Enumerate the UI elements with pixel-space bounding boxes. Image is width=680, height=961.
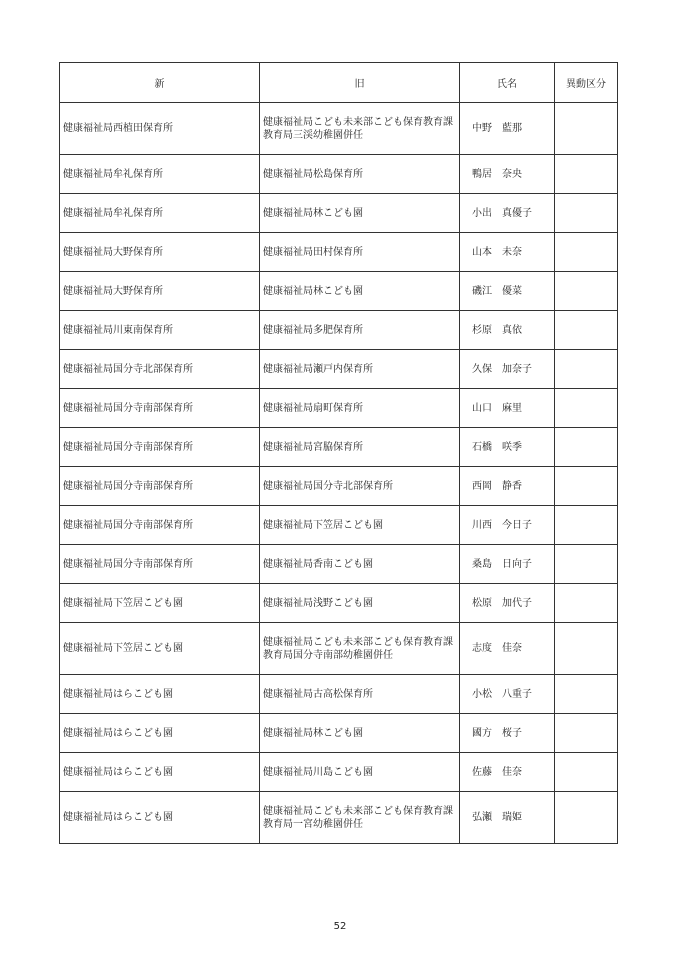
cell-new: 健康福祉局国分寺南部保育所 [60, 545, 260, 584]
table-row [60, 311, 618, 350]
cell-name: 川西 今日子 [460, 506, 555, 545]
cell-category [555, 350, 618, 389]
cell-new: 健康福祉局下笠居こども園 [60, 623, 260, 675]
cell-name: 山口 麻里 [460, 389, 555, 428]
table-row [60, 675, 618, 714]
table-row [60, 753, 618, 792]
cell-new: 健康福祉局大野保育所 [60, 272, 260, 311]
cell-name: 小松 八重子 [460, 675, 555, 714]
cell-name: 鴨居 奈央 [460, 155, 555, 194]
cell-category [555, 103, 618, 155]
page-number: 52 [333, 921, 347, 932]
header-new: 新 [60, 63, 260, 103]
cell-old: 健康福祉局瀬戸内保育所 [260, 350, 460, 389]
cell-category [555, 675, 618, 714]
cell-name: 佐藤 佳奈 [460, 753, 555, 792]
cell-name: 山本 未奈 [460, 233, 555, 272]
cell-new: 健康福祉局大野保育所 [60, 233, 260, 272]
cell-old: 健康福祉局林こども園 [260, 272, 460, 311]
cell-new: 健康福祉局はらこども園 [60, 714, 260, 753]
table-row [60, 792, 618, 844]
header-old: 旧 [260, 63, 460, 103]
cell-old: 健康福祉局下笠居こども園 [260, 506, 460, 545]
table-row [60, 194, 618, 233]
cell-new: 健康福祉局国分寺北部保育所 [60, 350, 260, 389]
cell-old: 健康福祉局林こども園 [260, 194, 460, 233]
cell-name: 久保 加奈子 [460, 350, 555, 389]
cell-new: 健康福祉局はらこども園 [60, 792, 260, 844]
cell-old: 健康福祉局こども未来部こども保育教育課 教育局三渓幼稚園併任 [260, 103, 460, 155]
cell-name: 磯江 優菜 [460, 272, 555, 311]
cell-name: 松原 加代子 [460, 584, 555, 623]
cell-new: 健康福祉局国分寺南部保育所 [60, 506, 260, 545]
cell-new: 健康福祉局はらこども園 [60, 753, 260, 792]
cell-category [555, 155, 618, 194]
cell-name: 弘瀬 瑞姫 [460, 792, 555, 844]
cell-category [555, 272, 618, 311]
cell-old: 健康福祉局浅野こども園 [260, 584, 460, 623]
cell-new: 健康福祉局下笠居こども園 [60, 584, 260, 623]
table-row [60, 714, 618, 753]
cell-new: 健康福祉局西植田保育所 [60, 103, 260, 155]
table-body [60, 103, 618, 844]
table-row [60, 428, 618, 467]
cell-old: 健康福祉局松島保育所 [260, 155, 460, 194]
cell-category [555, 792, 618, 844]
cell-name: 中野 藍那 [460, 103, 555, 155]
cell-old: 健康福祉局こども未来部こども保育教育課 教育局国分寺南部幼稚園併任 [260, 623, 460, 675]
cell-name: 小出 真優子 [460, 194, 555, 233]
cell-old: 健康福祉局林こども園 [260, 714, 460, 753]
cell-category [555, 753, 618, 792]
table-row [60, 467, 618, 506]
table-row [60, 350, 618, 389]
cell-category [555, 623, 618, 675]
table-row [60, 155, 618, 194]
cell-name: 志度 佳奈 [460, 623, 555, 675]
cell-category [555, 506, 618, 545]
cell-new: 健康福祉局川東南保育所 [60, 311, 260, 350]
cell-name: 西岡 静香 [460, 467, 555, 506]
cell-old: 健康福祉局宮脇保育所 [260, 428, 460, 467]
personnel-transfer-table [59, 62, 618, 844]
cell-old: 健康福祉局扇町保育所 [260, 389, 460, 428]
cell-category [555, 194, 618, 233]
cell-old: 健康福祉局香南こども園 [260, 545, 460, 584]
cell-old: 健康福祉局田村保育所 [260, 233, 460, 272]
header-category: 異動区分 [555, 63, 618, 103]
cell-old: 健康福祉局国分寺北部保育所 [260, 467, 460, 506]
cell-category [555, 714, 618, 753]
cell-new: 健康福祉局国分寺南部保育所 [60, 389, 260, 428]
cell-new: 健康福祉局牟礼保育所 [60, 194, 260, 233]
cell-new: 健康福祉局国分寺南部保育所 [60, 467, 260, 506]
cell-category [555, 428, 618, 467]
cell-old: 健康福祉局こども未来部こども保育教育課 教育局一宮幼稚園併任 [260, 792, 460, 844]
cell-category [555, 467, 618, 506]
table-row [60, 272, 618, 311]
table-row [60, 233, 618, 272]
table-row [60, 545, 618, 584]
cell-category [555, 545, 618, 584]
header-name: 氏名 [460, 63, 555, 103]
cell-old: 健康福祉局川島こども園 [260, 753, 460, 792]
cell-new: 健康福祉局国分寺南部保育所 [60, 428, 260, 467]
cell-old: 健康福祉局多肥保育所 [260, 311, 460, 350]
cell-category [555, 233, 618, 272]
cell-name: 杉原 真依 [460, 311, 555, 350]
header-row [60, 63, 618, 103]
table-row [60, 103, 618, 155]
cell-category [555, 584, 618, 623]
table-row [60, 623, 618, 675]
cell-new: 健康福祉局はらこども園 [60, 675, 260, 714]
cell-category [555, 389, 618, 428]
table-row [60, 389, 618, 428]
cell-old: 健康福祉局古高松保育所 [260, 675, 460, 714]
table-row [60, 506, 618, 545]
cell-new: 健康福祉局牟礼保育所 [60, 155, 260, 194]
cell-name: 石橋 咲季 [460, 428, 555, 467]
table-row [60, 584, 618, 623]
cell-name: 桑島 日向子 [460, 545, 555, 584]
cell-name: 國方 桜子 [460, 714, 555, 753]
cell-category [555, 311, 618, 350]
